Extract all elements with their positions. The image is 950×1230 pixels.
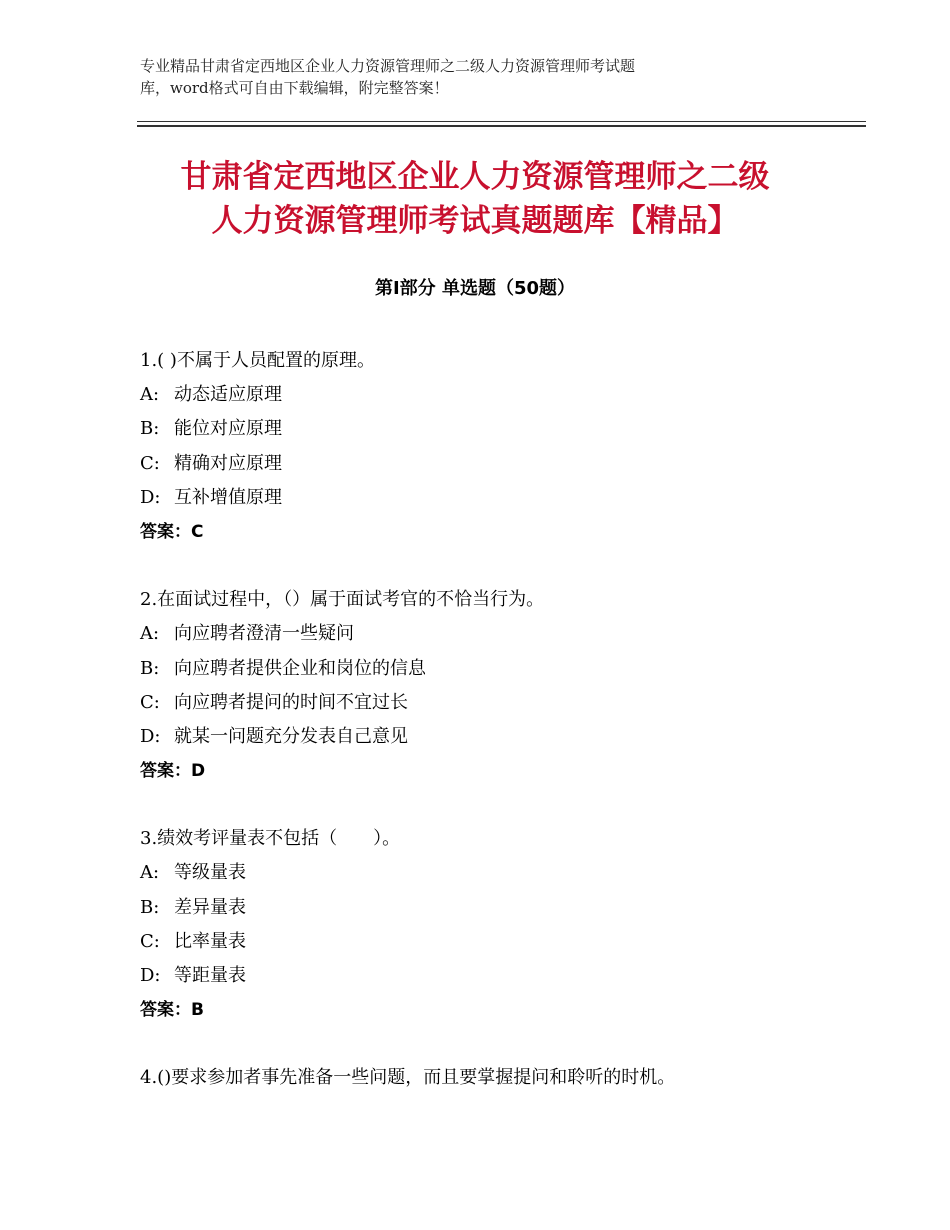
answer-line: 答案：D [140,761,206,782]
option-letter: D: [140,965,161,986]
option-text: 向应聘者提问的时间不宜过长 [174,691,408,713]
document-title-line-1: 甘肃省定西地区企业人力资源管理师之二级 [180,159,770,195]
option-letter: A: [140,623,160,645]
question-stem: 4.()要求参加者事先准备一些问题，而且要掌握提问和聆听的时机。 [140,1067,676,1089]
document-title-line-2: 人力资源管理师考试真题题库【精品】 [211,203,739,239]
option-text: 向应聘者提供企业和岗位的信息 [174,657,426,679]
question-1 [140,344,830,549]
option-text: 就某一问题充分发表自己意见 [174,725,408,747]
header-note-line-2: 库，word格式可自由下载编辑，附完整答案！ [140,79,449,97]
section-heading: 第Ⅰ部分 单选题（50题） [374,278,575,299]
question-stem: 3.绩效考评量表不包括（ ）。 [140,828,401,850]
option-letter: B: [140,657,160,679]
header-divider [137,121,866,127]
option-a [140,617,830,651]
option-text: 向应聘者澄清一些疑问 [174,623,354,645]
option-letter: C: [140,930,160,952]
option-text: 比率量表 [174,930,246,952]
option-d [140,481,830,515]
option-b [140,891,830,925]
option-letter: A: [140,862,160,884]
option-letter: A: [140,384,160,406]
question-list [140,344,830,1130]
option-text: 动态适应原理 [174,384,282,406]
option-letter: B: [140,896,160,918]
option-c [140,447,830,481]
option-b [140,652,830,686]
option-text: 等级量表 [174,862,246,884]
option-letter: D: [140,486,161,508]
option-d [140,720,830,754]
option-text: 等距量表 [174,965,246,986]
answer-line: 答案：B [140,1000,204,1021]
question-3 [140,822,830,1027]
header-note [140,55,820,99]
question-stem: 2.在面试过程中，（）属于面试考官的不恰当行为。 [140,589,545,611]
option-letter: D: [140,725,161,747]
option-a [140,856,830,890]
answer-line: 答案：C [140,521,204,542]
option-d [140,959,830,993]
option-text: 互补增值原理 [174,486,282,508]
option-b [140,412,830,446]
option-letter: C: [140,452,160,474]
option-letter: C: [140,691,160,713]
option-text: 能位对应原理 [174,418,282,440]
option-text: 精确对应原理 [174,452,282,474]
option-a [140,378,830,412]
question-4 [140,1061,830,1095]
header-note-line-1: 专业精品甘肃省定西地区企业人力资源管理师之二级人力资源管理师考试题 [140,57,636,75]
question-stem: 1.( )不属于人员配置的原理。 [140,350,375,371]
option-c [140,686,830,720]
option-text: 差异量表 [174,896,246,918]
option-c [140,925,830,959]
option-letter: B: [140,418,160,440]
document-title [100,155,850,243]
question-2 [140,583,830,788]
